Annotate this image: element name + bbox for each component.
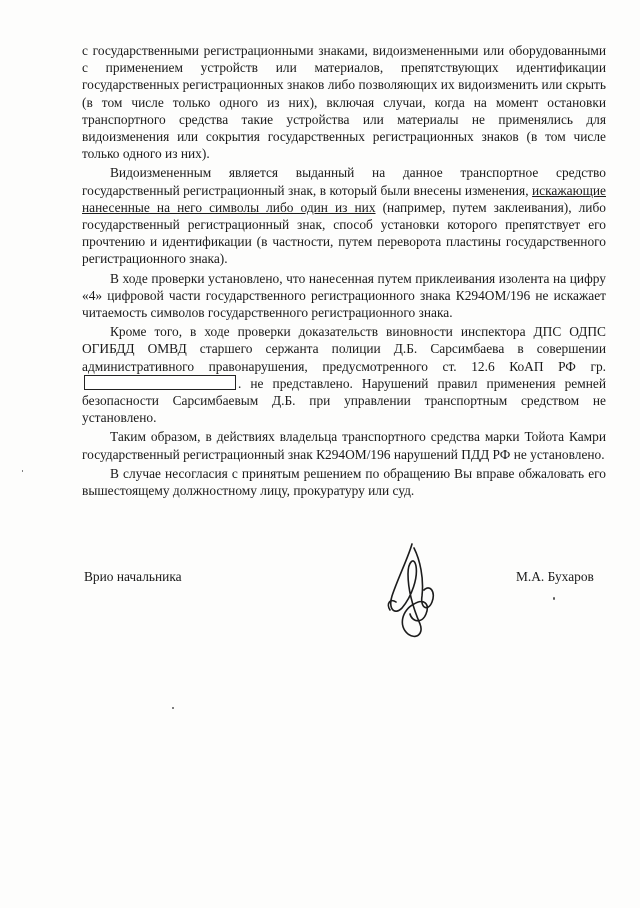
paragraph-definition: Видоизмененным является выданный на данное транспортное средство государственный регистрационный знак, в который были внесены изменения, искажающие нанесенные на него символы либо один из них (например, путем заклеивания), либо государственный регистрационный знак, способ установки которого препятствует его прочтению и идентификации (в частности, путем переворота пластины государственного регистрационного знака). [82, 165, 606, 267]
paragraph-appeal: В случае несогласия с принятым решением по обращению Вы вправе обжаловать его вышестоящему должностному лицу, прокуратуру или суд. [82, 465, 606, 499]
paragraph-inspection-result: В ходе проверки установлено, что нанесенная путем приклеивания изолента на цифру «4» цифровой части государственного регистрационного знака К294ОМ/196 не искажает читаемость символов государственного регистрационного знака. [82, 270, 606, 321]
scan-speck [172, 707, 174, 709]
scan-speck [553, 597, 555, 600]
signatory-name: М.А. Бухаров [516, 569, 594, 584]
redacted-name-box [84, 375, 236, 390]
paragraph-continuation: с государственными регистрационными знаками, видоизмененными или оборудованными с применением устройств или материалов, препятствующих идентификации государственных регистрационных знаков либо позволяющих их видоизменить или скрыть (в том числе только одного из них), включая случаи, когда на момент остановки транспортного средства такие устройства или материалы не применялись для видоизменения или сокрытия государственных регистрационных знаков (в том числе только одного из них). [82, 43, 606, 162]
underlined-phrase: искажающие нанесенные на него символы либо один из них [82, 182, 606, 215]
letter-body [82, 42, 606, 499]
scan-speck [22, 470, 23, 472]
handwritten-signature [368, 538, 458, 648]
position-title: Врио начальника [84, 569, 182, 584]
paragraph-evidence: Кроме того, в ходе проверки доказательств виновности инспектора ДПС ОДПС ОГИБДД ОМВД старшего сержанта полиции Д.Б. Сарсимбаева в совершении административного правонарушения, предусмотренного ст. 12.6 КоАП РФ гр.. не представлено. Нарушений правил применения ремней безопасности Сарсимбаевым Д.Б. при управлении транспортным средством не установлено. [82, 324, 606, 426]
paragraph-conclusion: Таким образом, в действиях владельца транспортного средства марки Тойота Камри государственный регистрационный знак К294ОМ/196 нарушений ПДД РФ не установлено. [82, 429, 606, 462]
